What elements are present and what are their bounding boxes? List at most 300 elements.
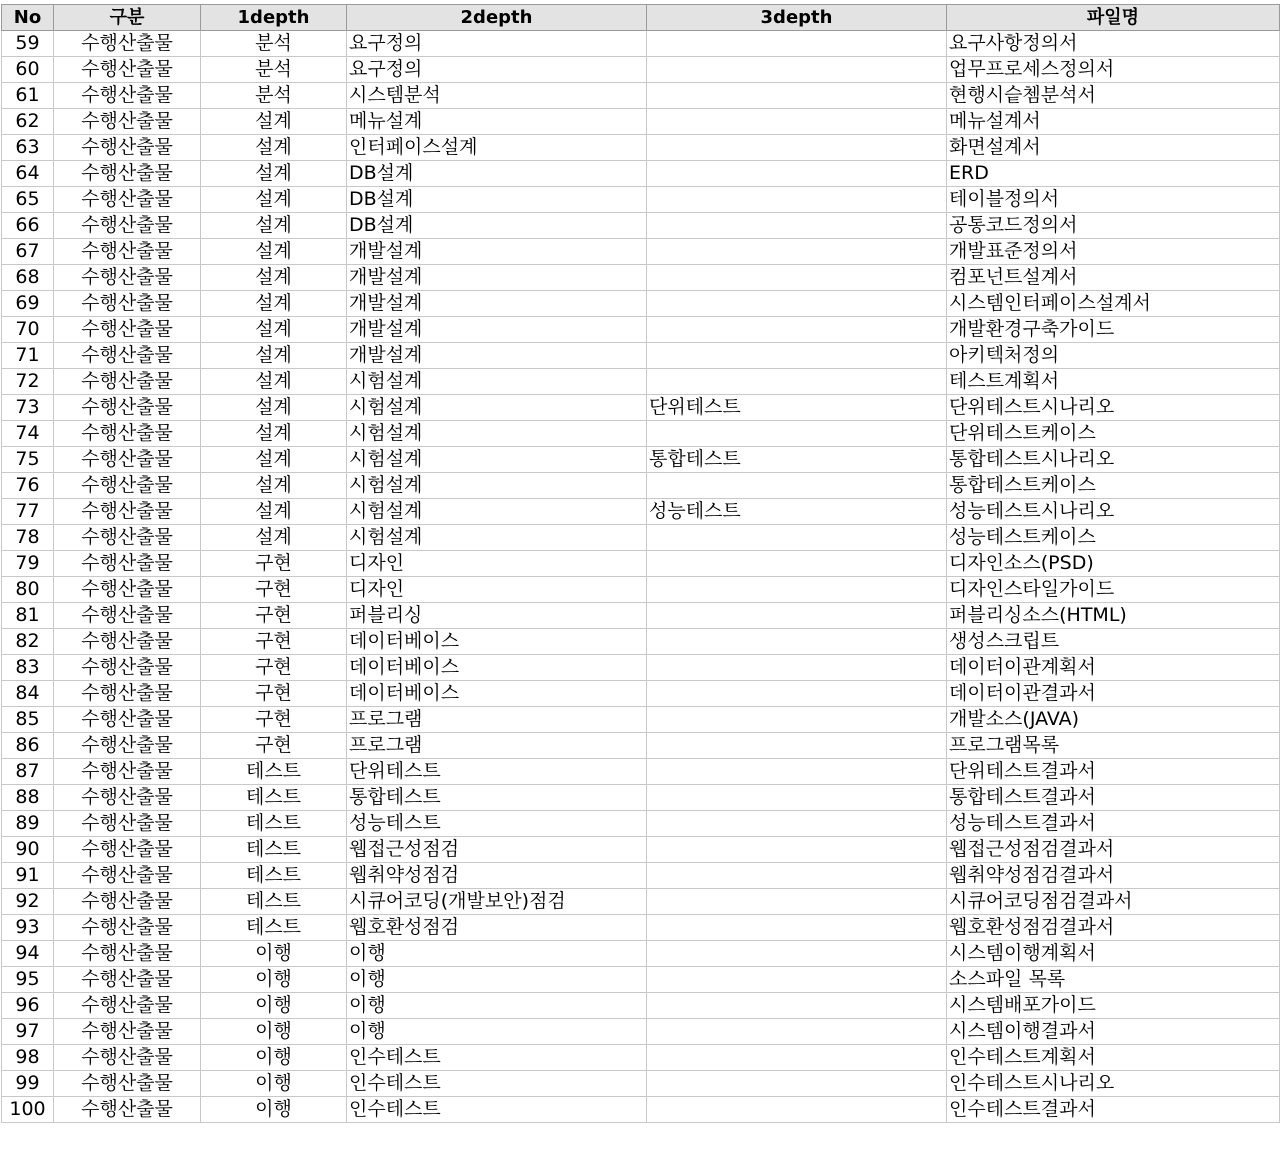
table-row [2,811,1280,837]
cell-3depth [647,785,947,811]
table-row [2,499,1280,525]
cell-3depth [647,1045,947,1071]
cell-2depth: 이행 [347,967,647,993]
cell-category: 수행산출물 [54,395,201,421]
cell-filename: 웹접근성점검결과서 [947,837,1280,863]
cell-no: 82 [2,629,54,655]
cell-3depth [647,655,947,681]
table-row [2,161,1280,187]
cell-no: 64 [2,161,54,187]
cell-2depth: 인터페이스설계 [347,135,647,161]
cell-1depth: 테스트 [201,811,347,837]
table-body [2,31,1280,1123]
cell-2depth: DB설계 [347,213,647,239]
cell-category: 수행산출물 [54,57,201,83]
cell-1depth: 설계 [201,369,347,395]
cell-filename: 테스트계획서 [947,369,1280,395]
cell-3depth [647,291,947,317]
header-1depth: 1depth [201,5,347,31]
cell-2depth: 시험설계 [347,525,647,551]
cell-1depth: 이행 [201,941,347,967]
cell-2depth: 디자인 [347,551,647,577]
cell-no: 74 [2,421,54,447]
cell-3depth [647,57,947,83]
cell-3depth [647,681,947,707]
cell-category: 수행산출물 [54,759,201,785]
cell-filename: 통합테스트시나리오 [947,447,1280,473]
cell-no: 91 [2,863,54,889]
cell-2depth: 시험설계 [347,395,647,421]
cell-1depth: 설계 [201,317,347,343]
table-row [2,655,1280,681]
cell-2depth: 통합테스트 [347,785,647,811]
header-no: No [2,5,54,31]
cell-3depth [647,603,947,629]
cell-3depth [647,863,947,889]
cell-3depth [647,733,947,759]
table-row [2,447,1280,473]
cell-no: 73 [2,395,54,421]
cell-no: 80 [2,577,54,603]
cell-3depth [647,1019,947,1045]
table-row [2,1045,1280,1071]
table-row [2,213,1280,239]
cell-3depth [647,343,947,369]
cell-3depth [647,759,947,785]
cell-no: 70 [2,317,54,343]
table-header [2,5,1280,31]
cell-no: 76 [2,473,54,499]
cell-1depth: 설계 [201,447,347,473]
cell-3depth [647,265,947,291]
cell-no: 66 [2,213,54,239]
cell-1depth: 설계 [201,395,347,421]
cell-3depth [647,83,947,109]
cell-filename: 업무프로세스정의서 [947,57,1280,83]
cell-3depth [647,473,947,499]
cell-category: 수행산출물 [54,993,201,1019]
table-row [2,1019,1280,1045]
cell-filename: 소스파일 목록 [947,967,1280,993]
cell-2depth: 프로그램 [347,733,647,759]
cell-1depth: 분석 [201,31,347,57]
cell-1depth: 이행 [201,1045,347,1071]
table-row [2,785,1280,811]
cell-category: 수행산출물 [54,265,201,291]
table-row [2,577,1280,603]
cell-1depth: 분석 [201,83,347,109]
cell-1depth: 이행 [201,1019,347,1045]
cell-category: 수행산출물 [54,655,201,681]
cell-category: 수행산출물 [54,681,201,707]
cell-no: 69 [2,291,54,317]
cell-1depth: 구현 [201,681,347,707]
cell-category: 수행산출물 [54,603,201,629]
cell-2depth: 개발설계 [347,239,647,265]
cell-1depth: 구현 [201,629,347,655]
cell-2depth: 시험설계 [347,369,647,395]
cell-2depth: 개발설계 [347,291,647,317]
cell-2depth: 웹호환성점검 [347,915,647,941]
cell-2depth: 개발설계 [347,343,647,369]
cell-filename: 개발소스(JAVA) [947,707,1280,733]
cell-no: 97 [2,1019,54,1045]
cell-2depth: 디자인 [347,577,647,603]
cell-2depth: 시험설계 [347,421,647,447]
cell-no: 83 [2,655,54,681]
cell-category: 수행산출물 [54,239,201,265]
cell-filename: 데이터이관결과서 [947,681,1280,707]
cell-3depth [647,811,947,837]
cell-filename: 컴포넌트설계서 [947,265,1280,291]
cell-no: 81 [2,603,54,629]
cell-category: 수행산출물 [54,421,201,447]
cell-no: 93 [2,915,54,941]
table-row [2,343,1280,369]
cell-2depth: 인수테스트 [347,1071,647,1097]
cell-3depth [647,993,947,1019]
cell-filename: 디자인소스(PSD) [947,551,1280,577]
cell-filename: 디자인스타일가이드 [947,577,1280,603]
cell-2depth: 이행 [347,941,647,967]
cell-3depth [647,161,947,187]
cell-2depth: 프로그램 [347,707,647,733]
cell-no: 67 [2,239,54,265]
cell-1depth: 이행 [201,967,347,993]
cell-no: 86 [2,733,54,759]
cell-2depth: 개발설계 [347,265,647,291]
cell-filename: 아키텍처정의 [947,343,1280,369]
cell-2depth: 시험설계 [347,447,647,473]
cell-2depth: 단위테스트 [347,759,647,785]
table-row [2,31,1280,57]
cell-filename: 웹호환성점검결과서 [947,915,1280,941]
cell-1depth: 구현 [201,733,347,759]
cell-no: 72 [2,369,54,395]
cell-category: 수행산출물 [54,135,201,161]
cell-3depth: 단위테스트 [647,395,947,421]
table-row [2,863,1280,889]
header-category: 구분 [54,5,201,31]
header-2depth: 2depth [347,5,647,31]
cell-3depth: 성능테스트 [647,499,947,525]
cell-no: 71 [2,343,54,369]
cell-filename: 통합테스트케이스 [947,473,1280,499]
cell-category: 수행산출물 [54,785,201,811]
cell-1depth: 테스트 [201,837,347,863]
cell-category: 수행산출물 [54,1097,201,1123]
cell-filename: 퍼블리싱소스(HTML) [947,603,1280,629]
cell-no: 100 [2,1097,54,1123]
cell-category: 수행산출물 [54,915,201,941]
cell-filename: 테이블정의서 [947,187,1280,213]
cell-2depth: 데이터베이스 [347,681,647,707]
cell-filename: 요구사항정의서 [947,31,1280,57]
cell-no: 87 [2,759,54,785]
cell-1depth: 설계 [201,421,347,447]
table-row [2,837,1280,863]
cell-1depth: 설계 [201,473,347,499]
cell-category: 수행산출물 [54,811,201,837]
cell-no: 99 [2,1071,54,1097]
cell-category: 수행산출물 [54,1071,201,1097]
cell-no: 65 [2,187,54,213]
cell-3depth [647,629,947,655]
table-row [2,187,1280,213]
cell-category: 수행산출물 [54,187,201,213]
cell-1depth: 테스트 [201,785,347,811]
cell-3depth [647,187,947,213]
cell-2depth: 시험설계 [347,499,647,525]
cell-filename: 개발환경구축가이드 [947,317,1280,343]
cell-no: 96 [2,993,54,1019]
cell-no: 77 [2,499,54,525]
cell-1depth: 설계 [201,265,347,291]
cell-3depth [647,941,947,967]
table-row [2,421,1280,447]
cell-1depth: 이행 [201,1071,347,1097]
cell-category: 수행산출물 [54,447,201,473]
cell-1depth: 구현 [201,707,347,733]
cell-1depth: 테스트 [201,915,347,941]
cell-filename: 시스템배포가이드 [947,993,1280,1019]
cell-no: 60 [2,57,54,83]
cell-no: 95 [2,967,54,993]
cell-1depth: 설계 [201,161,347,187]
table-row [2,1071,1280,1097]
cell-1depth: 설계 [201,499,347,525]
cell-filename: 생성스크립트 [947,629,1280,655]
cell-category: 수행산출물 [54,525,201,551]
cell-filename: 시스템이행계획서 [947,941,1280,967]
table-row [2,551,1280,577]
cell-no: 84 [2,681,54,707]
cell-no: 61 [2,83,54,109]
cell-filename: 성능테스트결과서 [947,811,1280,837]
cell-3depth [647,135,947,161]
cell-3depth [647,239,947,265]
cell-1depth: 설계 [201,343,347,369]
table-row [2,291,1280,317]
table-row [2,707,1280,733]
table-row [2,135,1280,161]
cell-category: 수행산출물 [54,577,201,603]
cell-no: 98 [2,1045,54,1071]
cell-2depth: 메뉴설계 [347,109,647,135]
cell-category: 수행산출물 [54,733,201,759]
cell-2depth: DB설계 [347,187,647,213]
cell-filename: 성능테스트시나리오 [947,499,1280,525]
cell-3depth [647,317,947,343]
cell-filename: 현행시슽쳄분석서 [947,83,1280,109]
cell-2depth: 인수테스트 [347,1097,647,1123]
header-filename: 파일명 [947,5,1280,31]
cell-no: 88 [2,785,54,811]
cell-filename: 인수테스트시나리오 [947,1071,1280,1097]
cell-2depth: 요구정의 [347,57,647,83]
cell-category: 수행산출물 [54,499,201,525]
cell-filename: 웹취약성점검결과서 [947,863,1280,889]
cell-2depth: 시큐어코딩(개발보안)점검 [347,889,647,915]
cell-3depth [647,369,947,395]
cell-3depth [647,967,947,993]
cell-3depth [647,525,947,551]
cell-no: 79 [2,551,54,577]
table-row [2,83,1280,109]
table-row [2,759,1280,785]
cell-2depth: DB설계 [347,161,647,187]
cell-3depth [647,421,947,447]
cell-1depth: 구현 [201,655,347,681]
cell-filename: 시스템이행결과서 [947,1019,1280,1045]
cell-3depth [647,1097,947,1123]
table-row [2,915,1280,941]
cell-2depth: 요구정의 [347,31,647,57]
cell-category: 수행산출물 [54,863,201,889]
cell-category: 수행산출물 [54,941,201,967]
cell-2depth: 시험설계 [347,473,647,499]
cell-no: 62 [2,109,54,135]
cell-no: 78 [2,525,54,551]
table-row [2,473,1280,499]
cell-2depth: 인수테스트 [347,1045,647,1071]
header-3depth: 3depth [647,5,947,31]
cell-category: 수행산출물 [54,161,201,187]
table-row [2,629,1280,655]
cell-3depth [647,577,947,603]
cell-filename: 단위테스트결과서 [947,759,1280,785]
cell-filename: 시큐어코딩점검결과서 [947,889,1280,915]
cell-no: 59 [2,31,54,57]
cell-filename: 단위테스트시나리오 [947,395,1280,421]
cell-filename: 인수테스트계획서 [947,1045,1280,1071]
table-row [2,603,1280,629]
cell-1depth: 테스트 [201,863,347,889]
table-row [2,1097,1280,1123]
cell-1depth: 테스트 [201,759,347,785]
cell-no: 92 [2,889,54,915]
table-row [2,109,1280,135]
cell-3depth [647,889,947,915]
cell-filename: 단위테스트케이스 [947,421,1280,447]
table-row [2,239,1280,265]
cell-filename: 성능테스트케이스 [947,525,1280,551]
cell-1depth: 설계 [201,135,347,161]
cell-1depth: 설계 [201,187,347,213]
cell-no: 75 [2,447,54,473]
cell-category: 수행산출물 [54,473,201,499]
cell-filename: 데이터이관계획서 [947,655,1280,681]
table-row [2,395,1280,421]
cell-1depth: 설계 [201,213,347,239]
cell-category: 수행산출물 [54,1045,201,1071]
cell-category: 수행산출물 [54,213,201,239]
cell-2depth: 웹접근성점검 [347,837,647,863]
cell-category: 수행산출물 [54,343,201,369]
cell-1depth: 테스트 [201,889,347,915]
cell-1depth: 설계 [201,525,347,551]
header-row [2,5,1280,31]
cell-filename: 화면설계서 [947,135,1280,161]
cell-3depth: 통합테스트 [647,447,947,473]
cell-filename: 프로그램목록 [947,733,1280,759]
table-row [2,681,1280,707]
cell-3depth [647,1071,947,1097]
cell-1depth: 분석 [201,57,347,83]
cell-category: 수행산출물 [54,83,201,109]
cell-1depth: 설계 [201,239,347,265]
cell-no: 68 [2,265,54,291]
cell-2depth: 이행 [347,1019,647,1045]
cell-category: 수행산출물 [54,291,201,317]
cell-filename: 메뉴설계서 [947,109,1280,135]
cell-1depth: 구현 [201,603,347,629]
table-row [2,733,1280,759]
cell-2depth: 시스템분석 [347,83,647,109]
cell-1depth: 이행 [201,1097,347,1123]
table-row [2,369,1280,395]
cell-2depth: 웹취약성점검 [347,863,647,889]
cell-1depth: 구현 [201,577,347,603]
cell-3depth [647,109,947,135]
cell-3depth [647,707,947,733]
cell-category: 수행산출물 [54,551,201,577]
cell-category: 수행산출물 [54,369,201,395]
cell-category: 수행산출물 [54,1019,201,1045]
cell-category: 수행산출물 [54,629,201,655]
cell-1depth: 설계 [201,291,347,317]
cell-category: 수행산출물 [54,707,201,733]
cell-filename: 통합테스트결과서 [947,785,1280,811]
cell-category: 수행산출물 [54,31,201,57]
cell-1depth: 구현 [201,551,347,577]
table-row [2,993,1280,1019]
cell-filename: 시스템인터페이스설계서 [947,291,1280,317]
cell-3depth [647,551,947,577]
table-row [2,317,1280,343]
cell-category: 수행산출물 [54,109,201,135]
cell-category: 수행산출물 [54,889,201,915]
cell-category: 수행산출물 [54,317,201,343]
table-row [2,525,1280,551]
cell-no: 94 [2,941,54,967]
cell-1depth: 설계 [201,109,347,135]
cell-2depth: 데이터베이스 [347,629,647,655]
cell-2depth: 성능테스트 [347,811,647,837]
cell-category: 수행산출물 [54,837,201,863]
cell-no: 85 [2,707,54,733]
table-row [2,967,1280,993]
cell-3depth [647,915,947,941]
cell-1depth: 이행 [201,993,347,1019]
table-row [2,265,1280,291]
cell-3depth [647,837,947,863]
cell-2depth: 퍼블리싱 [347,603,647,629]
cell-3depth [647,213,947,239]
cell-3depth [647,31,947,57]
cell-filename: 공통코드정의서 [947,213,1280,239]
cell-2depth: 데이터베이스 [347,655,647,681]
cell-no: 90 [2,837,54,863]
table-row [2,889,1280,915]
cell-filename: 개발표준정의서 [947,239,1280,265]
cell-2depth: 개발설계 [347,317,647,343]
deliverables-table [1,4,1280,1123]
cell-no: 63 [2,135,54,161]
cell-category: 수행산출물 [54,967,201,993]
table-row [2,941,1280,967]
table-row [2,57,1280,83]
